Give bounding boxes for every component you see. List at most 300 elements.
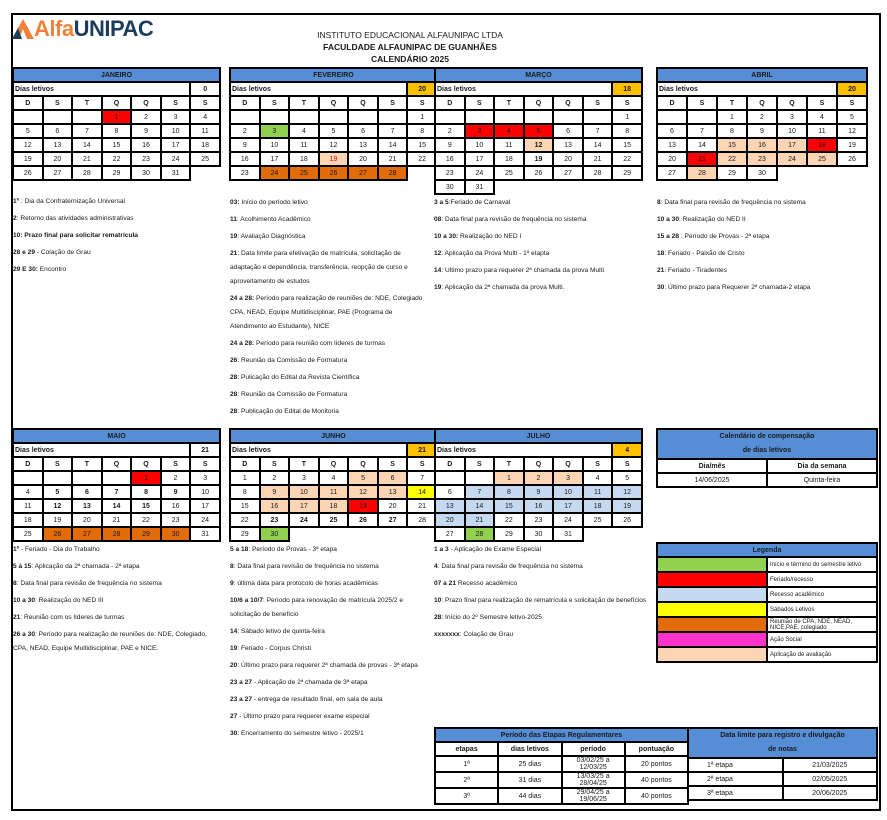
day-cell[interactable]: 14	[378, 138, 408, 152]
day-cell[interactable]: 2	[524, 471, 554, 485]
day-cell[interactable]: 29	[717, 166, 747, 180]
day-cell[interactable]: 4	[807, 110, 837, 124]
day-cell[interactable]: 6	[43, 124, 73, 138]
day-cell[interactable]: 1	[102, 110, 132, 124]
day-cell[interactable]: 28	[72, 166, 102, 180]
note-date: 19	[230, 233, 238, 240]
day-cell[interactable]: 4	[190, 110, 220, 124]
day-cell[interactable]: 9	[230, 138, 260, 152]
day-cell[interactable]: 12	[524, 138, 554, 152]
day-cell[interactable]: 30	[524, 527, 554, 541]
day-cell[interactable]: 10	[161, 124, 191, 138]
day-cell[interactable]: 25	[319, 513, 349, 527]
dias-letivos-label: Dias letivos	[13, 82, 190, 96]
note-item	[230, 577, 430, 591]
note-item	[434, 611, 649, 625]
note-item	[13, 543, 218, 557]
day-cell[interactable]: 24	[260, 166, 290, 180]
day-cell[interactable]: 28	[465, 527, 495, 541]
day-cell[interactable]: 26	[612, 513, 642, 527]
day-cell[interactable]: 13	[657, 138, 687, 152]
day-cell[interactable]: 15	[131, 499, 161, 513]
note-text: : Colação de Grau	[459, 631, 514, 638]
day-cell[interactable]: 2	[161, 471, 191, 485]
etapas-cell: 03/02/25 a 12/03/25	[562, 756, 625, 772]
day-cell[interactable]: 14	[72, 138, 102, 152]
note-item	[13, 628, 218, 656]
note-date: 28	[230, 391, 238, 398]
note-text: : Realização do NED II	[679, 216, 746, 223]
day-cell[interactable]: 11	[190, 124, 220, 138]
legend-label: Ação Social	[767, 632, 877, 647]
day-cell[interactable]: 20	[72, 513, 102, 527]
day-cell[interactable]: 25	[289, 166, 319, 180]
day-cell[interactable]: 9	[131, 124, 161, 138]
day-cell[interactable]: 5	[319, 124, 349, 138]
day-cell[interactable]: 8	[612, 124, 642, 138]
day-cell[interactable]: 9	[435, 138, 465, 152]
day-cell[interactable]: 13	[435, 499, 465, 513]
day-cell[interactable]: 5	[43, 485, 73, 499]
day-cell[interactable]: 31	[465, 180, 495, 194]
day-cell[interactable]: 21	[407, 499, 437, 513]
day-cell[interactable]: 12	[319, 138, 349, 152]
weekday-header: S	[378, 457, 408, 471]
weekday-header: D	[230, 96, 260, 110]
day-cell[interactable]: 16	[161, 499, 191, 513]
day-cell[interactable]: 18	[13, 513, 43, 527]
day-cell[interactable]: 30	[435, 180, 465, 194]
day-cell[interactable]: 10	[465, 138, 495, 152]
day-cell[interactable]: 19	[13, 152, 43, 166]
day-cell[interactable]: 24	[777, 152, 807, 166]
day-cell[interactable]: 30	[161, 527, 191, 541]
day-cell[interactable]: 10	[289, 485, 319, 499]
day-cell[interactable]: 8	[407, 124, 437, 138]
day-cell[interactable]: 20	[348, 152, 378, 166]
day-cell[interactable]: 18	[583, 499, 613, 513]
day-cell[interactable]: 24	[553, 513, 583, 527]
day-cell[interactable]: 20	[43, 152, 73, 166]
weekday-header: S	[260, 457, 290, 471]
day-cell[interactable]: 5	[348, 471, 378, 485]
day-cell[interactable]: 6	[348, 124, 378, 138]
day-cell[interactable]: 26	[837, 152, 867, 166]
day-cell[interactable]: 19	[43, 513, 73, 527]
day-cell[interactable]: 27	[553, 166, 583, 180]
note-item	[230, 676, 430, 690]
day-cell[interactable]: 23	[747, 152, 777, 166]
day-cell[interactable]: 13	[378, 485, 408, 499]
note-text: : Reunião com os líderes de turmas	[20, 614, 125, 621]
day-cell[interactable]: 21	[72, 152, 102, 166]
etapas-cell: 2ª	[435, 772, 498, 788]
day-cell[interactable]: 22	[612, 152, 642, 166]
day-cell[interactable]: 7	[72, 124, 102, 138]
empty-day-cell	[583, 527, 613, 541]
empty-day-cell	[289, 110, 319, 124]
day-cell[interactable]: 1	[494, 471, 524, 485]
day-cell[interactable]: 11	[319, 485, 349, 499]
day-cell[interactable]: 8	[494, 485, 524, 499]
day-cell[interactable]: 7	[378, 124, 408, 138]
empty-day-cell	[72, 110, 102, 124]
legend-label: Sábados Letivos	[767, 602, 877, 617]
day-cell[interactable]: 19	[319, 152, 349, 166]
day-cell[interactable]: 15	[612, 138, 642, 152]
day-cell[interactable]: 3	[553, 471, 583, 485]
day-cell[interactable]: 22	[102, 152, 132, 166]
day-cell[interactable]: 12	[348, 485, 378, 499]
day-cell[interactable]: 31	[553, 527, 583, 541]
day-cell[interactable]: 16	[524, 499, 554, 513]
day-cell[interactable]: 26	[319, 166, 349, 180]
note-item	[230, 710, 430, 724]
day-cell[interactable]: 24	[190, 513, 220, 527]
day-cell[interactable]: 15	[102, 138, 132, 152]
note-item	[230, 371, 430, 385]
notas-date: 02/05/2025	[783, 772, 878, 786]
note-text: : Pulicação do Edital da Revista Científica	[237, 374, 360, 381]
weekday-header: Q	[553, 457, 583, 471]
note-date: 8	[13, 580, 17, 587]
day-cell[interactable]: 21	[102, 513, 132, 527]
day-cell[interactable]: 26	[13, 166, 43, 180]
day-cell[interactable]: 8	[131, 485, 161, 499]
day-cell[interactable]: 12	[43, 499, 73, 513]
empty-day-cell	[348, 527, 378, 541]
day-cell[interactable]: 24	[465, 166, 495, 180]
day-cell[interactable]: 27	[378, 513, 408, 527]
note-date: 8	[230, 563, 234, 570]
day-cell[interactable]: 20	[657, 152, 687, 166]
day-cell[interactable]: 19	[524, 152, 554, 166]
day-cell[interactable]: 5	[837, 110, 867, 124]
weekday-header: D	[657, 96, 687, 110]
day-cell[interactable]: 18	[494, 152, 524, 166]
day-cell[interactable]: 26	[348, 513, 378, 527]
day-cell[interactable]: 6	[435, 485, 465, 499]
day-cell[interactable]: 15	[494, 499, 524, 513]
day-cell[interactable]: 11	[289, 138, 319, 152]
day-cell[interactable]: 8	[230, 485, 260, 499]
empty-day-cell	[494, 180, 524, 194]
note-text: - Aplicação de Exame Especial	[448, 546, 542, 553]
weekday-header: S	[407, 457, 437, 471]
day-cell[interactable]: 30	[131, 166, 161, 180]
weekday-header: S	[190, 96, 220, 110]
day-cell[interactable]: 16	[435, 152, 465, 166]
note-date: 10 a 30	[13, 597, 35, 604]
day-cell[interactable]: 22	[230, 513, 260, 527]
day-cell[interactable]: 25	[807, 152, 837, 166]
day-cell[interactable]: 10	[260, 138, 290, 152]
day-cell[interactable]: 14	[687, 138, 717, 152]
day-cell[interactable]: 29	[131, 527, 161, 541]
note-text: Período para reunião com líderes de turmas	[254, 340, 386, 347]
day-cell[interactable]: 10	[190, 485, 220, 499]
day-cell[interactable]: 20	[378, 499, 408, 513]
day-cell[interactable]: 7	[102, 485, 132, 499]
note-date: 8	[657, 199, 661, 206]
day-cell[interactable]: 30	[260, 527, 290, 541]
note-date: 11	[230, 216, 237, 223]
day-cell[interactable]: 4	[494, 124, 524, 138]
day-cell[interactable]: 1	[407, 110, 437, 124]
day-cell[interactable]: 11	[13, 499, 43, 513]
etapas-header: etapas	[435, 742, 498, 756]
day-cell[interactable]: 16	[131, 138, 161, 152]
day-cell[interactable]: 29	[230, 527, 260, 541]
day-cell[interactable]: 14	[583, 138, 613, 152]
day-cell[interactable]: 22	[131, 513, 161, 527]
day-cell[interactable]: 24	[289, 513, 319, 527]
empty-day-cell	[465, 471, 495, 485]
day-cell[interactable]: 23	[260, 513, 290, 527]
day-cell[interactable]: 18	[807, 138, 837, 152]
day-cell[interactable]: 15	[230, 499, 260, 513]
day-cell[interactable]: 1	[612, 110, 642, 124]
day-cell[interactable]: 23	[435, 166, 465, 180]
day-cell[interactable]: 4	[319, 471, 349, 485]
day-cell[interactable]: 9	[747, 124, 777, 138]
day-cell[interactable]: 4	[289, 124, 319, 138]
day-cell[interactable]: 7	[687, 124, 717, 138]
day-cell[interactable]: 6	[72, 485, 102, 499]
day-cell[interactable]: 28	[687, 166, 717, 180]
weekday-header: S	[612, 457, 642, 471]
day-cell[interactable]: 29	[494, 527, 524, 541]
day-cell[interactable]: 5	[13, 124, 43, 138]
legend-label: Reunião de CPA, NDE, NEAD, NICE,PAE, colegiado	[767, 617, 877, 632]
day-cell[interactable]: 27	[72, 527, 102, 541]
note-date: 30	[657, 284, 665, 291]
day-cell[interactable]: 5	[612, 471, 642, 485]
empty-day-cell	[378, 110, 408, 124]
day-cell[interactable]: 5	[524, 124, 554, 138]
day-cell[interactable]: 3	[161, 110, 191, 124]
weekday-header: S	[807, 96, 837, 110]
day-cell[interactable]: 6	[378, 471, 408, 485]
note-date: 21	[13, 614, 21, 621]
day-cell[interactable]: 14	[465, 499, 495, 513]
empty-day-cell	[435, 471, 465, 485]
day-cell[interactable]: 18	[289, 152, 319, 166]
day-cell[interactable]: 27	[43, 166, 73, 180]
day-cell[interactable]: 16	[747, 138, 777, 152]
note-date: 29 E 30:	[13, 266, 38, 273]
note-text: : Data final para revisão de frequência no sistema	[441, 216, 587, 223]
day-cell[interactable]: 2	[260, 471, 290, 485]
note-text: Período para realização de reuniões de: NDE, Colegiado CPA, NEAD, Equipe Multidisciplinar, PAE (Programa de Atendimento ao Estudante), NICE	[230, 295, 423, 330]
day-cell[interactable]: 27	[657, 166, 687, 180]
empty-day-cell	[407, 527, 437, 541]
day-cell[interactable]: 28	[378, 166, 408, 180]
day-cell[interactable]: 29	[102, 166, 132, 180]
day-cell[interactable]: 26	[43, 527, 73, 541]
day-cell[interactable]: 4	[583, 471, 613, 485]
weekday-header: S	[837, 96, 867, 110]
empty-day-cell	[72, 471, 102, 485]
day-cell[interactable]: 12	[13, 138, 43, 152]
note-item	[230, 213, 430, 227]
day-cell[interactable]: 25	[13, 527, 43, 541]
day-cell[interactable]: 3	[289, 471, 319, 485]
day-cell[interactable]: 17	[289, 499, 319, 513]
institute-name: INSTITUTO EDUCACIONAL ALFAUNIPAC LTDA	[317, 30, 503, 40]
empty-day-cell	[260, 110, 290, 124]
note-date: 1º	[13, 546, 20, 553]
day-cell[interactable]: 13	[348, 138, 378, 152]
day-cell[interactable]: 2	[747, 110, 777, 124]
day-cell[interactable]: 22	[717, 152, 747, 166]
day-cell[interactable]: 23	[161, 513, 191, 527]
day-cell[interactable]: 15	[407, 138, 437, 152]
day-cell[interactable]: 23	[230, 166, 260, 180]
day-cell[interactable]: 25	[583, 513, 613, 527]
day-cell[interactable]: 7	[583, 124, 613, 138]
note-text: : Encerramento do semestre letivo - 2025/1	[237, 730, 364, 737]
day-cell[interactable]: 10	[553, 485, 583, 499]
day-cell[interactable]: 19	[348, 499, 378, 513]
day-cell[interactable]: 3	[777, 110, 807, 124]
day-cell[interactable]: 19	[837, 138, 867, 152]
day-cell[interactable]: 9	[260, 485, 290, 499]
empty-day-cell	[289, 527, 319, 541]
day-cell[interactable]: 13	[553, 138, 583, 152]
weekday-header: S	[465, 96, 495, 110]
day-cell[interactable]: 2	[230, 124, 260, 138]
day-cell[interactable]: 1	[717, 110, 747, 124]
day-cell[interactable]: 23	[524, 513, 554, 527]
day-cell[interactable]: 28	[407, 513, 437, 527]
day-cell[interactable]: 18	[319, 499, 349, 513]
day-cell[interactable]: 31	[190, 527, 220, 541]
day-cell[interactable]: 15	[717, 138, 747, 152]
weekday-header: S	[612, 96, 642, 110]
day-cell[interactable]: 4	[13, 485, 43, 499]
dias-letivos-label: Dias letivos	[657, 82, 837, 96]
day-cell[interactable]: 6	[657, 124, 687, 138]
day-cell[interactable]: 13	[72, 499, 102, 513]
logo-alfa: Alfa	[34, 16, 74, 41]
weekday-header: D	[435, 96, 465, 110]
day-cell[interactable]: 17	[777, 138, 807, 152]
day-cell[interactable]: 8	[717, 124, 747, 138]
day-cell[interactable]: 3	[465, 124, 495, 138]
day-cell[interactable]: 17	[161, 138, 191, 152]
day-cell[interactable]: 28	[583, 166, 613, 180]
day-cell[interactable]: 21	[378, 152, 408, 166]
note-text: - Aplicação de 2ª chamada de 3ª etapa	[252, 679, 368, 686]
day-cell[interactable]: 25	[494, 166, 524, 180]
day-cell[interactable]: 31	[161, 166, 191, 180]
day-cell[interactable]: 20	[435, 513, 465, 527]
day-cell[interactable]: 21	[465, 513, 495, 527]
day-cell[interactable]: 2	[435, 124, 465, 138]
day-cell[interactable]: 17	[465, 152, 495, 166]
day-cell[interactable]: 17	[190, 499, 220, 513]
day-cell[interactable]: 22	[407, 152, 437, 166]
day-cell[interactable]: 10	[777, 124, 807, 138]
day-cell[interactable]: 23	[131, 152, 161, 166]
day-cell[interactable]: 8	[102, 124, 132, 138]
empty-day-cell	[612, 180, 642, 194]
day-cell[interactable]: 29	[612, 166, 642, 180]
day-cell[interactable]: 6	[553, 124, 583, 138]
day-cell[interactable]: 9	[161, 485, 191, 499]
notes-june	[230, 543, 430, 744]
weekday-header: T	[72, 96, 102, 110]
note-date: 08	[434, 216, 442, 223]
day-cell[interactable]: 24	[161, 152, 191, 166]
day-cell[interactable]: 27	[435, 527, 465, 541]
note-item	[434, 560, 649, 574]
empty-day-cell	[435, 110, 465, 124]
day-cell[interactable]: 14	[407, 485, 437, 499]
day-cell[interactable]: 7	[407, 471, 437, 485]
day-cell[interactable]: 18	[190, 138, 220, 152]
day-cell[interactable]: 11	[807, 124, 837, 138]
note-text: : Feriado - Corpus Christi	[237, 645, 311, 652]
day-cell[interactable]: 2	[131, 110, 161, 124]
day-cell[interactable]: 9	[524, 485, 554, 499]
day-cell[interactable]: 17	[553, 499, 583, 513]
day-cell[interactable]: 16	[230, 152, 260, 166]
note-date: 1 a 3	[434, 546, 449, 553]
day-cell[interactable]: 1	[230, 471, 260, 485]
etapas-header: pontuação	[625, 742, 688, 756]
day-cell[interactable]: 17	[260, 152, 290, 166]
weekday-header: T	[717, 96, 747, 110]
day-cell[interactable]: 11	[583, 485, 613, 499]
note-text: - entrega de resultado final, em sala de aula	[252, 696, 383, 703]
day-cell[interactable]: 30	[747, 166, 777, 180]
day-cell[interactable]: 21	[583, 152, 613, 166]
note-item	[13, 577, 218, 591]
day-cell[interactable]: 13	[43, 138, 73, 152]
day-cell[interactable]: 7	[465, 485, 495, 499]
empty-day-cell	[807, 166, 837, 180]
day-cell[interactable]: 11	[494, 138, 524, 152]
note-text: : Ultimo prazo para requerer 2ª chamada da prova Multi	[441, 267, 604, 274]
notas-date: 21/03/2025	[783, 758, 878, 772]
empty-day-cell	[465, 110, 495, 124]
note-date: 23 a 27	[230, 696, 252, 703]
day-cell[interactable]: 1	[131, 471, 161, 485]
day-cell[interactable]: 21	[687, 152, 717, 166]
day-cell[interactable]: 22	[494, 513, 524, 527]
day-cell[interactable]: 16	[260, 499, 290, 513]
day-cell[interactable]: 14	[102, 499, 132, 513]
day-cell[interactable]: 3	[190, 471, 220, 485]
day-cell[interactable]: 12	[612, 485, 642, 499]
day-cell[interactable]: 19	[612, 499, 642, 513]
weekday-header: T	[494, 457, 524, 471]
etapas-cell: 44 dias	[498, 788, 561, 804]
grades-deadline-table	[687, 727, 878, 801]
day-cell[interactable]: 25	[190, 152, 220, 166]
day-cell[interactable]: 28	[102, 527, 132, 541]
legend-swatch	[657, 602, 767, 617]
note-text: Encontro	[37, 266, 67, 273]
day-cell[interactable]: 12	[837, 124, 867, 138]
day-cell[interactable]: 26	[524, 166, 554, 180]
day-cell[interactable]: 27	[348, 166, 378, 180]
day-cell[interactable]: 20	[553, 152, 583, 166]
day-cell[interactable]: 3	[260, 124, 290, 138]
weekday-header: S	[583, 96, 613, 110]
